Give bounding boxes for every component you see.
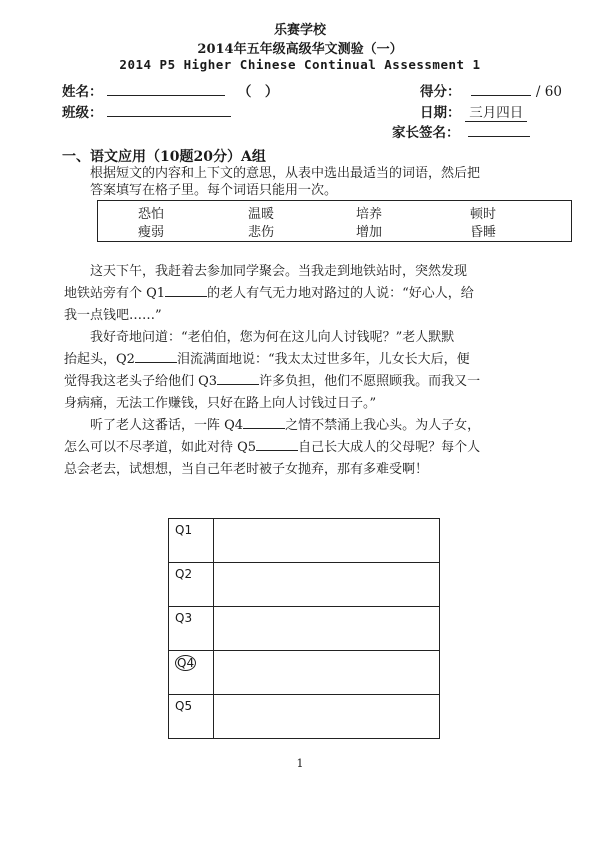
answer-label: Q3 xyxy=(169,607,214,651)
passage-line: 怎么可以不尽孝道，如此对待 Q5 自己长大成人的父母呢？每个人 xyxy=(64,440,481,455)
index-number-paren: （ ） xyxy=(237,84,279,100)
answer-label-circled: Q4 xyxy=(177,656,195,670)
school-name: 乐赛学校 xyxy=(273,23,326,38)
word-bank-item: 恐怕 xyxy=(138,207,165,222)
table-row xyxy=(169,695,440,739)
passage-line: 我好奇地问道：“老伯伯，您为何在这儿向人讨钱呢？”老人默默 xyxy=(90,330,455,345)
blank-q3[interactable] xyxy=(217,372,259,385)
name-blank[interactable] xyxy=(107,95,225,96)
word-bank-item: 悲伤 xyxy=(248,225,275,240)
passage-line: 地铁站旁有个 Q1 的老人有气无力地对路过的人说：“好心人，给 xyxy=(64,286,474,301)
word-bank-item: 昏睡 xyxy=(470,225,497,240)
blank-q4[interactable] xyxy=(243,416,285,429)
table-row xyxy=(169,563,440,607)
answer-cell-q4[interactable] xyxy=(214,651,440,695)
answer-cell-q2[interactable] xyxy=(214,563,440,607)
answer-label: Q1 xyxy=(169,519,214,563)
passage-line: 我一点钱吧……” xyxy=(64,308,162,323)
word-bank-item: 顿时 xyxy=(470,207,497,222)
passage-line: 觉得我这老头子给他们 Q3 许多负担，他们不愿照顾我。而我又一 xyxy=(64,374,481,389)
section-heading: 一、语文应用（10题20分）A组 xyxy=(62,149,266,165)
word-bank-item: 增加 xyxy=(356,225,383,240)
passage-line: 听了老人这番话，一阵 Q4 之情不禁涌上我心头。为人子女， xyxy=(90,418,481,433)
passage-line: 这天下午，我赶着去参加同学聚会。当我走到地铁站时，突然发现 xyxy=(90,264,468,279)
passage xyxy=(64,261,574,481)
answer-table xyxy=(168,518,440,739)
class-row xyxy=(62,101,231,121)
answer-cell-q3[interactable] xyxy=(214,607,440,651)
table-row xyxy=(169,651,440,695)
date-row xyxy=(420,101,527,121)
parent-signature-blank[interactable] xyxy=(468,136,530,137)
name-row xyxy=(62,80,278,100)
answer-label: Q5 xyxy=(169,695,214,739)
table-row xyxy=(169,519,440,563)
passage-line: 抬起头，Q2 泪流满面地说：“我太太过世多年，儿女长大后，便 xyxy=(64,352,470,367)
class-label: 班级： xyxy=(62,105,103,121)
passage-line: 总会老去，试想想，当自己年老时被子女抛弃，那有多难受啊！ xyxy=(64,462,429,477)
blank-q1[interactable] xyxy=(165,284,207,297)
class-blank[interactable] xyxy=(107,116,231,117)
answer-label: Q2 xyxy=(169,563,214,607)
table-row xyxy=(169,607,440,651)
score-row xyxy=(420,80,562,100)
answer-cell-q5[interactable] xyxy=(214,695,440,739)
test-title-english: 2014 P5 Higher Chinese Continual Assessment 1 xyxy=(119,57,481,72)
score-total: / 60 xyxy=(535,84,562,100)
instruction-line-2: 答案填写在格子里。每个词语只能用一次。 xyxy=(90,183,338,198)
date-value: 三月四日 xyxy=(465,105,527,122)
parent-signature-label: 家长签名： xyxy=(392,125,460,141)
word-bank-item: 培养 xyxy=(356,207,383,222)
instruction-line-1: 根据短文的内容和上下文的意思，从表中选出最适当的词语，然后把 xyxy=(90,166,481,181)
parent-signature-row xyxy=(392,121,530,141)
score-blank[interactable] xyxy=(471,95,531,96)
date-label: 日期： xyxy=(420,105,461,121)
page-number: 1 xyxy=(296,757,304,770)
word-bank-box xyxy=(97,200,572,242)
name-label: 姓名： xyxy=(62,84,103,100)
score-label: 得分： xyxy=(420,84,461,100)
blank-q5[interactable] xyxy=(256,438,298,451)
passage-line: 身病痛，无法工作赚钱，只好在路上向人讨钱过日子。” xyxy=(64,396,377,411)
word-bank-item: 温暖 xyxy=(248,207,275,222)
test-title-chinese: 2014年五年级高级华文测验（一） xyxy=(197,42,403,57)
blank-q2[interactable] xyxy=(135,350,177,363)
word-bank-item: 瘦弱 xyxy=(138,225,165,240)
answer-cell-q1[interactable] xyxy=(214,519,440,563)
